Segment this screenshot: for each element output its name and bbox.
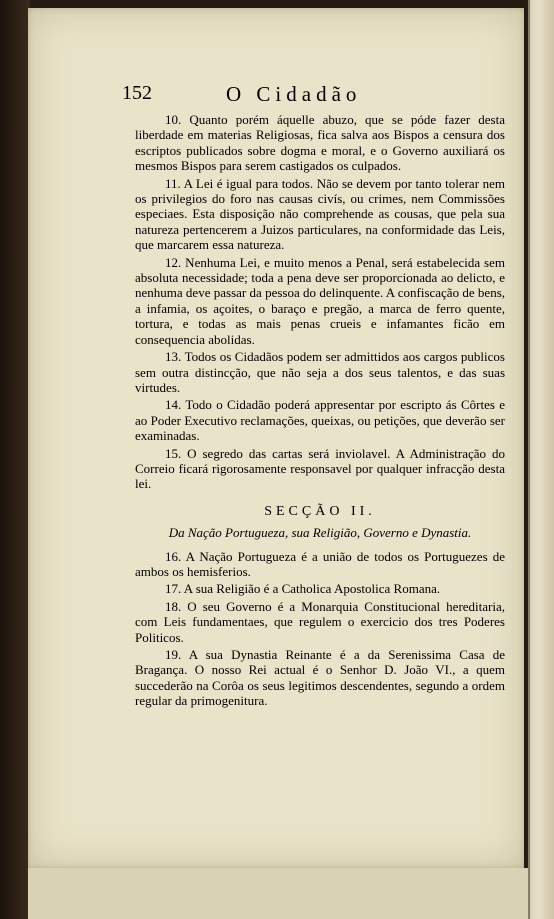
- article-15: 15. O segredo das cartas será inviolavel. A Administração do Correio ficará rigorosamente responsavel por qualquer infracção desta lei.: [135, 445, 505, 492]
- section-subtitle: Da Nação Portugueza, sua Religião, Governo e Dynastia.: [168, 525, 472, 541]
- article-11: 11. A Lei é igual para todos. Não se devem por tanto tolerar nem os privilegios do foro nas causas civís, ou crimes, nem Commissões especiaes. Esta disposição não comprehende as cousas, que pela sua natureza pertencerem a Juizos particulares, na conformidade das Leis, que marcarem essa natureza.: [135, 175, 505, 253]
- article-12: 12. Nenhuma Lei, e muito menos a Penal, será estabelecida sem absoluta necessidade; toda a pena deve ser proporcionada ao delicto, e nenhuma deve passar da pessoa do delinquente. A confiscação de bens, a infamia, os açoites, o baraço e pregão, a marca de ferro quente, tortura, e todas as mais penas crueis e infamantes ficão em consequencia abolidas.: [135, 254, 505, 347]
- adjacent-page-edge: [528, 0, 554, 919]
- page-bottom-edge: [28, 868, 528, 919]
- article-16: 16. A Nação Portugueza é a união de todos os Portuguezes de ambos os hemisferios.: [135, 548, 505, 579]
- article-18: 18. O seu Governo é a Monarquia Constitucional hereditaria, com Leis fundamentaes, que regulem o exercicio dos tres Poderes Politicos.: [135, 598, 505, 645]
- article-19: 19. A sua Dynastia Reinante é a da Serenissima Casa de Bragança. O nosso Rei actual é o Senhor D. João VI., a quem succederão na Corôa os seus legitimos descendentes, segundo a ordem regular da primogenitura.: [135, 647, 505, 709]
- article-10: 10. Quanto porém áquelle abuzo, que se póde fazer desta liberdade em materias Religiosas, fica salva aos Bispos a censura dos escriptos publicados sobre dogma e moral, e o Governo auxiliará os mesmos Bispos para serem castigados os culpados.: [135, 112, 505, 174]
- page-header: [122, 78, 422, 108]
- page-body: [135, 112, 505, 709]
- page-number: 152: [122, 82, 152, 104]
- section-heading: SECÇÃO II.: [264, 503, 376, 519]
- running-title: O Cidadão: [226, 82, 362, 106]
- article-13: 13. Todos os Cidadãos podem ser admittidos aos cargos publicos sem outra distincção, que não seja a dos seus talentos, e das suas virtudes.: [135, 349, 505, 395]
- article-17: 17. A sua Religião é a Catholica Apostolica Romana.: [165, 581, 441, 597]
- article-14: 14. Todo o Cidadão poderá appresentar por escripto ás Côrtes e ao Poder Executivo reclamações, queixas, ou petições, que deverão ser examinadas.: [135, 397, 505, 444]
- book-spine-shadow: [0, 0, 30, 919]
